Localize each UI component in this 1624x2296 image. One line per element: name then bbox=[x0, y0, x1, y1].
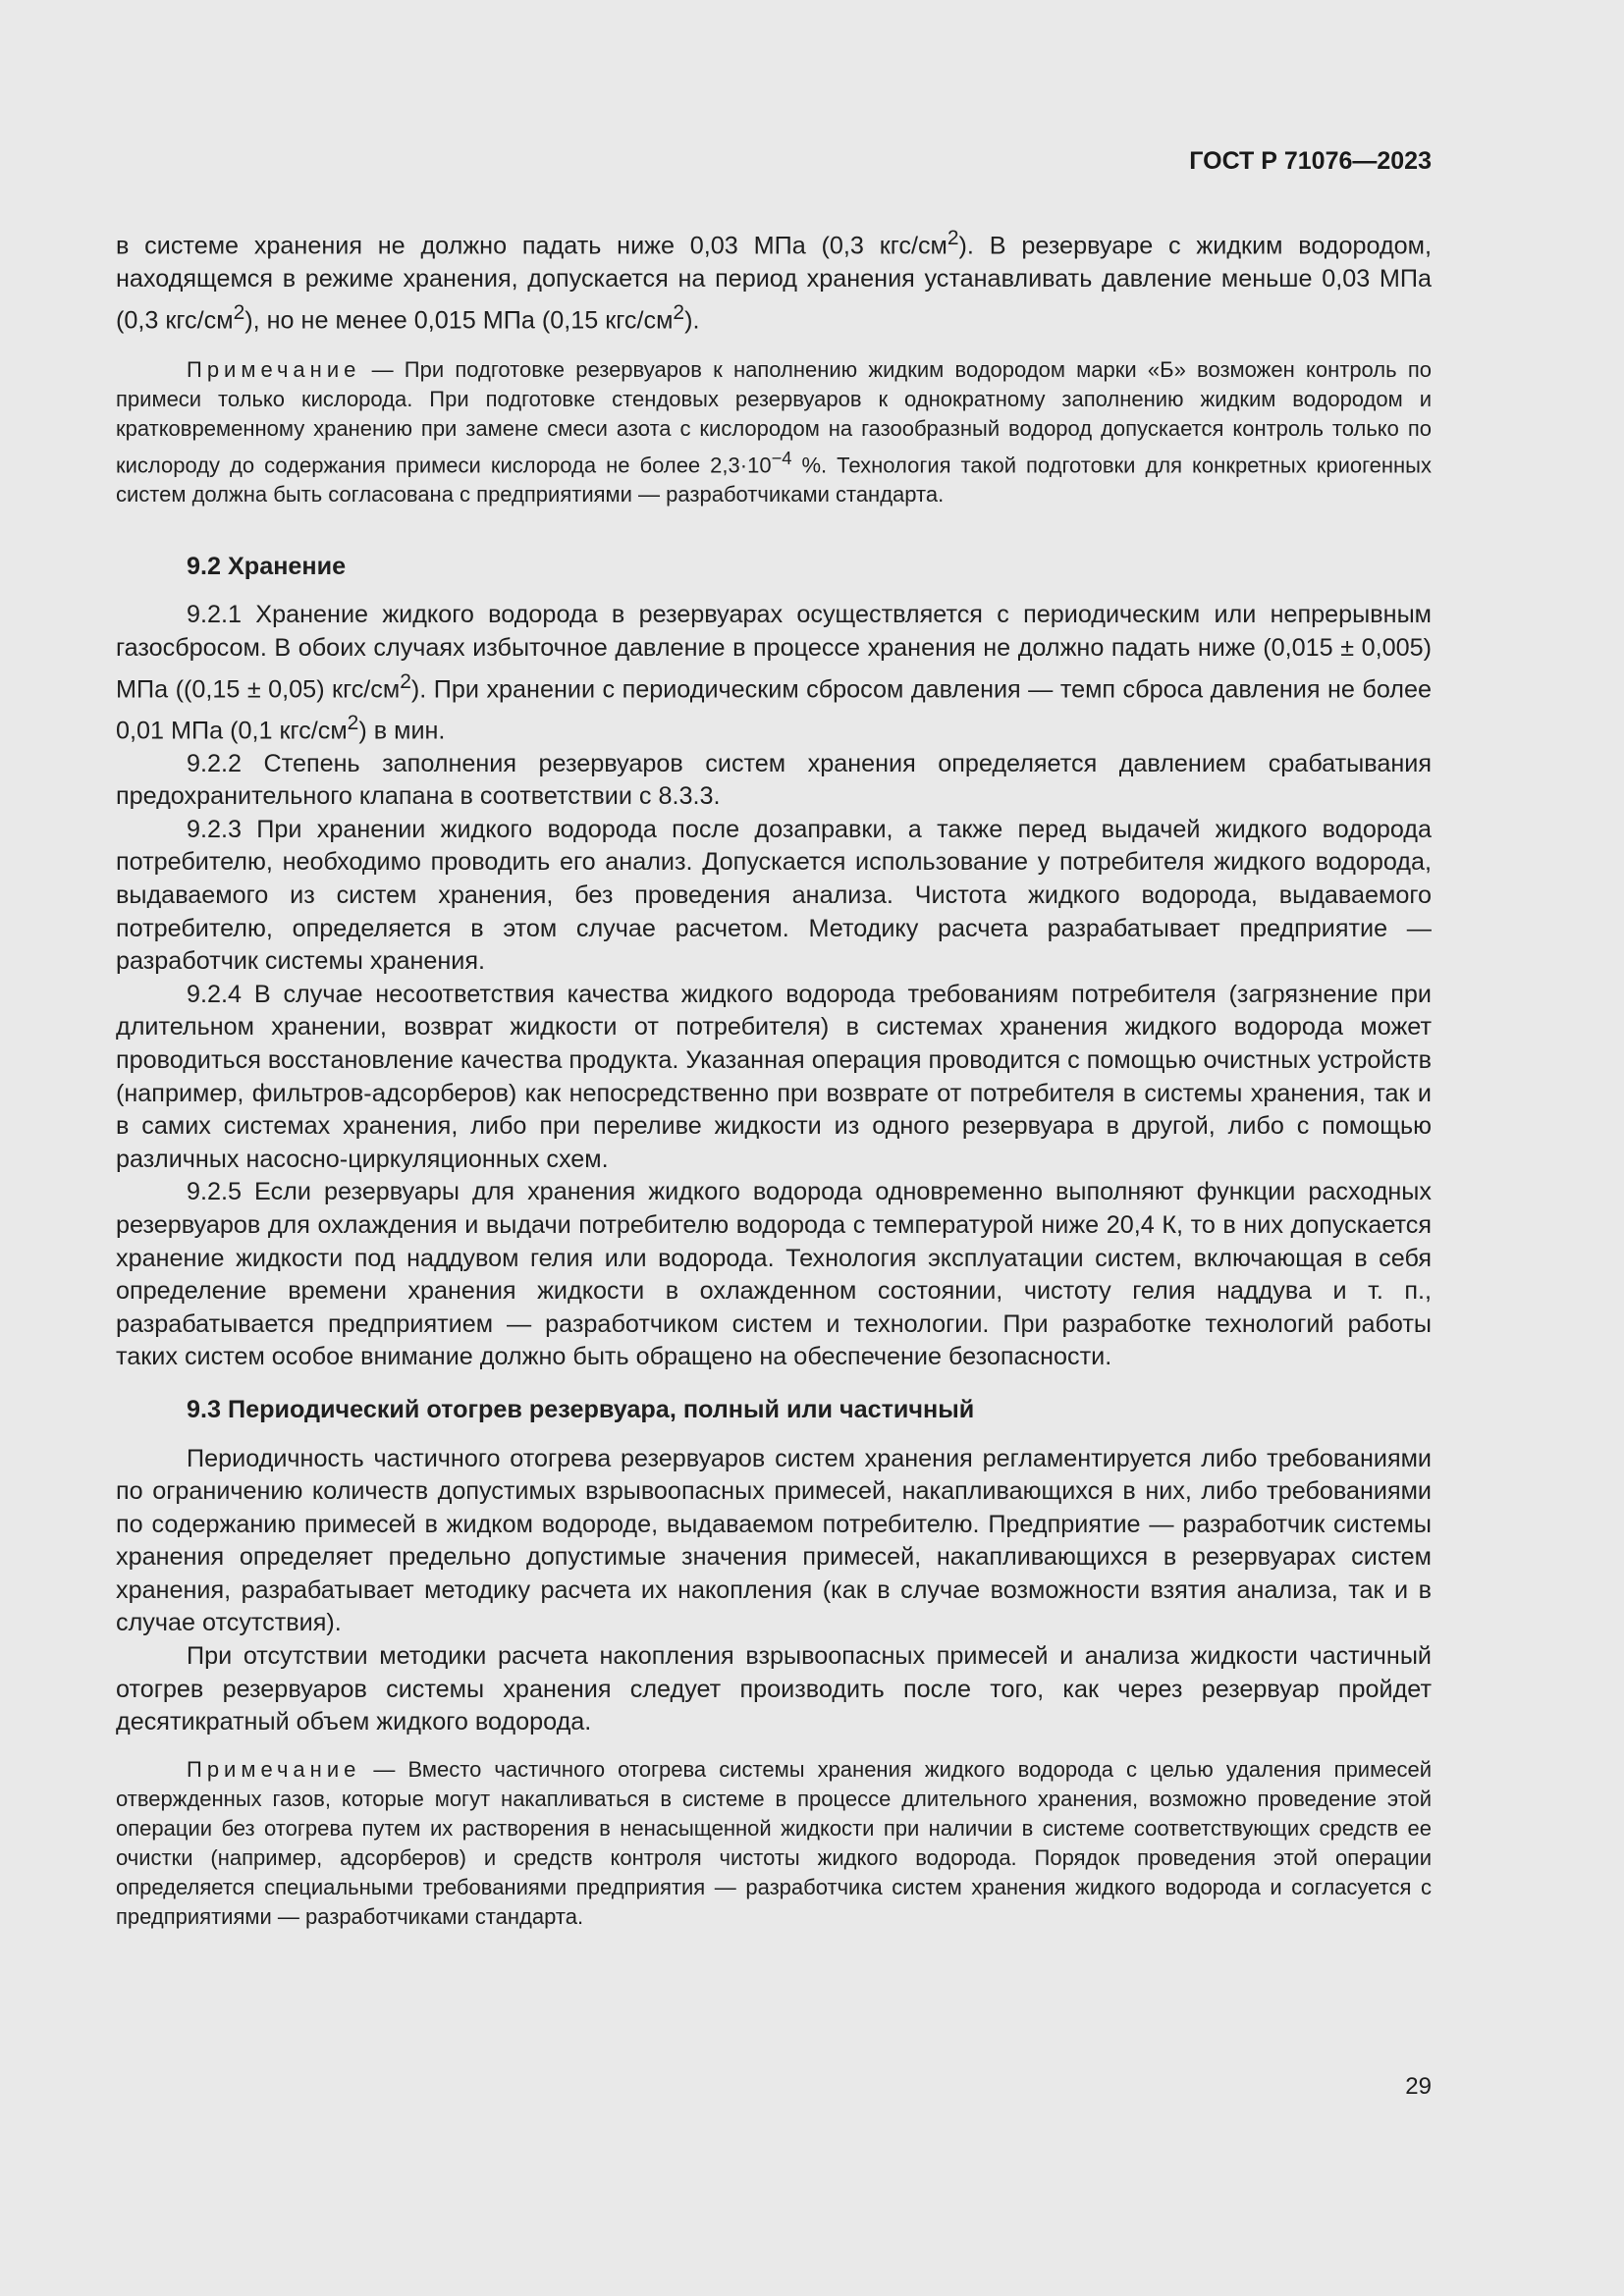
paragraph-9-2-4: 9.2.4 В случае несоответствия качества жидкого водорода требованиям потребителя (загрязнение при длительном хранении, возврат жидкости от потребителя) в системах хранения жидкого водорода может проводиться восстановление качества продукта. Указанная операция проводится с помощью очистных устройств (например, фильтров-адсорберов) как непосредственно при возврате от потребителя в системы хранения, так и в самих системах хранения, либо при переливе жидкости из одного резервуара в другой, либо с помощью различных насосно-циркуляционных схем. bbox=[116, 980, 1432, 1173]
p-9-2-1-sup-1: 2 bbox=[400, 669, 411, 693]
intro-text-1: в системе хранения не должно падать ниже 0,03 МПа (0,3 кгс/см bbox=[116, 232, 947, 260]
note-1 bbox=[116, 355, 1432, 509]
note-1-sup: −4 bbox=[771, 447, 792, 468]
p-9-2-1-sup-2: 2 bbox=[347, 711, 359, 734]
intro-text-4: ). bbox=[684, 305, 700, 334]
note-2-label: Примечание bbox=[187, 1756, 361, 1782]
note-1-dash: — bbox=[360, 356, 405, 382]
paragraph-9-2-1 bbox=[116, 599, 1432, 747]
note-2-text: Вместо частичного отогрева системы хранения жидкого водорода с целью удаления примесей отвержденных газов, которые могут накапливаться в системе в процессе длительного хранения, возможно проведение этой операции без отогрева путем их растворения в ненасыщенной жидкости при наличии в системе соответствующих средств ее очистки (например, адсорберов) и средств контроля чистоты жидкого водорода. Порядок проведения этой операции определяется специальными требованиями предприятия — разработчика систем хранения жидкого водорода и согласуется с предприятиями — разработчиками стандарта. bbox=[116, 1756, 1432, 1929]
intro-text-3: ), но не менее 0,015 МПа (0,15 кгс/см bbox=[244, 305, 674, 334]
document-header: ГОСТ Р 71076—2023 bbox=[1189, 147, 1432, 175]
note-1-text-a: При подготовке резервуаров к наполнению жидким водородом марки «Б» возможен контроль по примеси только кислорода. При подготовке стендовых резервуаров к однократному заполнению жидким водородом и кратковременному хранению при замене смеси азота с кислородом на газообразный водород допускается контроль только по кислороду до содержания примеси кислорода не более 2,3·10 bbox=[116, 356, 1432, 477]
document-page bbox=[116, 147, 1432, 2209]
p-9-2-1-text-a: 9.2.1 Хранение жидкого водорода в резервуарах осуществляется с периодическим или непрерывным газосбросом. В обоих случаях избыточное давление в процессе хранения не должно падать ниже (0,015 ± 0,005) МПа ((0,15 ± 0,05) кгс/см bbox=[116, 601, 1432, 704]
paragraph-9-2-5: 9.2.5 Если резервуары для хранения жидкого водорода одновременно выполняют функции расходных резервуаров для охлаждения и выдачи потребителю водорода с температурой ниже 20,4 К, то в них допускается хранение жидкости под наддувом гелия или водорода. Технология эксплуатации систем, включающая в себя определение времени хранения жидкости в охлажденном состоянии, чистоту гелия наддува и т. п., разрабатывается предприятием — разработчиком систем и технологии. При разработке технологий работы таких систем особое внимание должно быть обращено на обеспечение безопасности. bbox=[116, 1178, 1432, 1371]
note-2-dash: — bbox=[360, 1756, 408, 1782]
intro-sup-2: 2 bbox=[233, 300, 245, 324]
note-1-label: Примечание bbox=[187, 356, 361, 382]
paragraph-9-2-3: 9.2.3 При хранении жидкого водорода после дозаправки, а также перед выдачей жидкого водорода потребителю, необходимо проводить его анализ. Допускается использование у потребителя жидкого водорода, выдаваемого из систем хранения, без проведения анализа. Чистота жидкого водорода, выдаваемого потребителю, определяется в этом случае расчетом. Методику расчета разрабатывает предприятие — разработчик системы хранения. bbox=[116, 815, 1432, 976]
note-1-text-b: %. Технология такой подготовки для конкретных криогенных систем должна быть согласована с предприятиями — разработчиками стандарта. bbox=[116, 452, 1432, 507]
p-9-2-1-text-c: ) в мин. bbox=[358, 717, 446, 745]
document-body bbox=[116, 222, 1432, 1932]
paragraph-9-3-2: При отсутствии методики расчета накопления взрывоопасных примесей и анализа жидкости частичный отогрев резервуаров системы хранения следует производить после того, как через резервуар пройдет десятикратный объем жидкого водорода. bbox=[116, 1642, 1432, 1736]
note-2 bbox=[116, 1755, 1432, 1932]
paragraph-9-2-2: 9.2.2 Степень заполнения резервуаров систем хранения определяется давлением срабатывания предохранительного клапана в соответствии с 8.3.3. bbox=[116, 749, 1432, 811]
intro-sup-1: 2 bbox=[947, 227, 959, 249]
paragraph-9-3-1: Периодичность частичного отогрева резервуаров систем хранения регламентируется либо требованиями по ограничению количеств допустимых взрывоопасных примесей, накапливающихся в них, либо требованиями по содержанию примесей в жидком водороде, выдаваемом потребителю. Предприятие — разработчик системы хранения определяет предельно допустимые значения примесей, накапливающихся в резервуарах систем хранения, разрабатывает методику расчета их накопления (как в случае возможности взятия анализа, так и в случае отсутствия). bbox=[116, 1444, 1432, 1637]
section-9-3-heading: 9.3 Периодический отогрев резервуара, полный или частичный bbox=[187, 1395, 975, 1423]
intro-sup-3: 2 bbox=[673, 300, 685, 324]
section-9-2-heading: 9.2 Хранение bbox=[187, 552, 347, 580]
intro-text-2: ). В резервуаре с жидким водородом, находящемся в режиме хранения, допускается на период хранения устанавливать давление меньше 0,03 МПа (0,3 кгс/см bbox=[116, 232, 1432, 334]
page-number: 29 bbox=[1405, 2073, 1432, 2100]
p-9-2-1-text-b: ). При хранении с периодическим сбросом давления — темп сброса давления не более 0,01 МПа (0,1 кгс/см bbox=[116, 675, 1432, 745]
intro-paragraph bbox=[116, 222, 1432, 338]
